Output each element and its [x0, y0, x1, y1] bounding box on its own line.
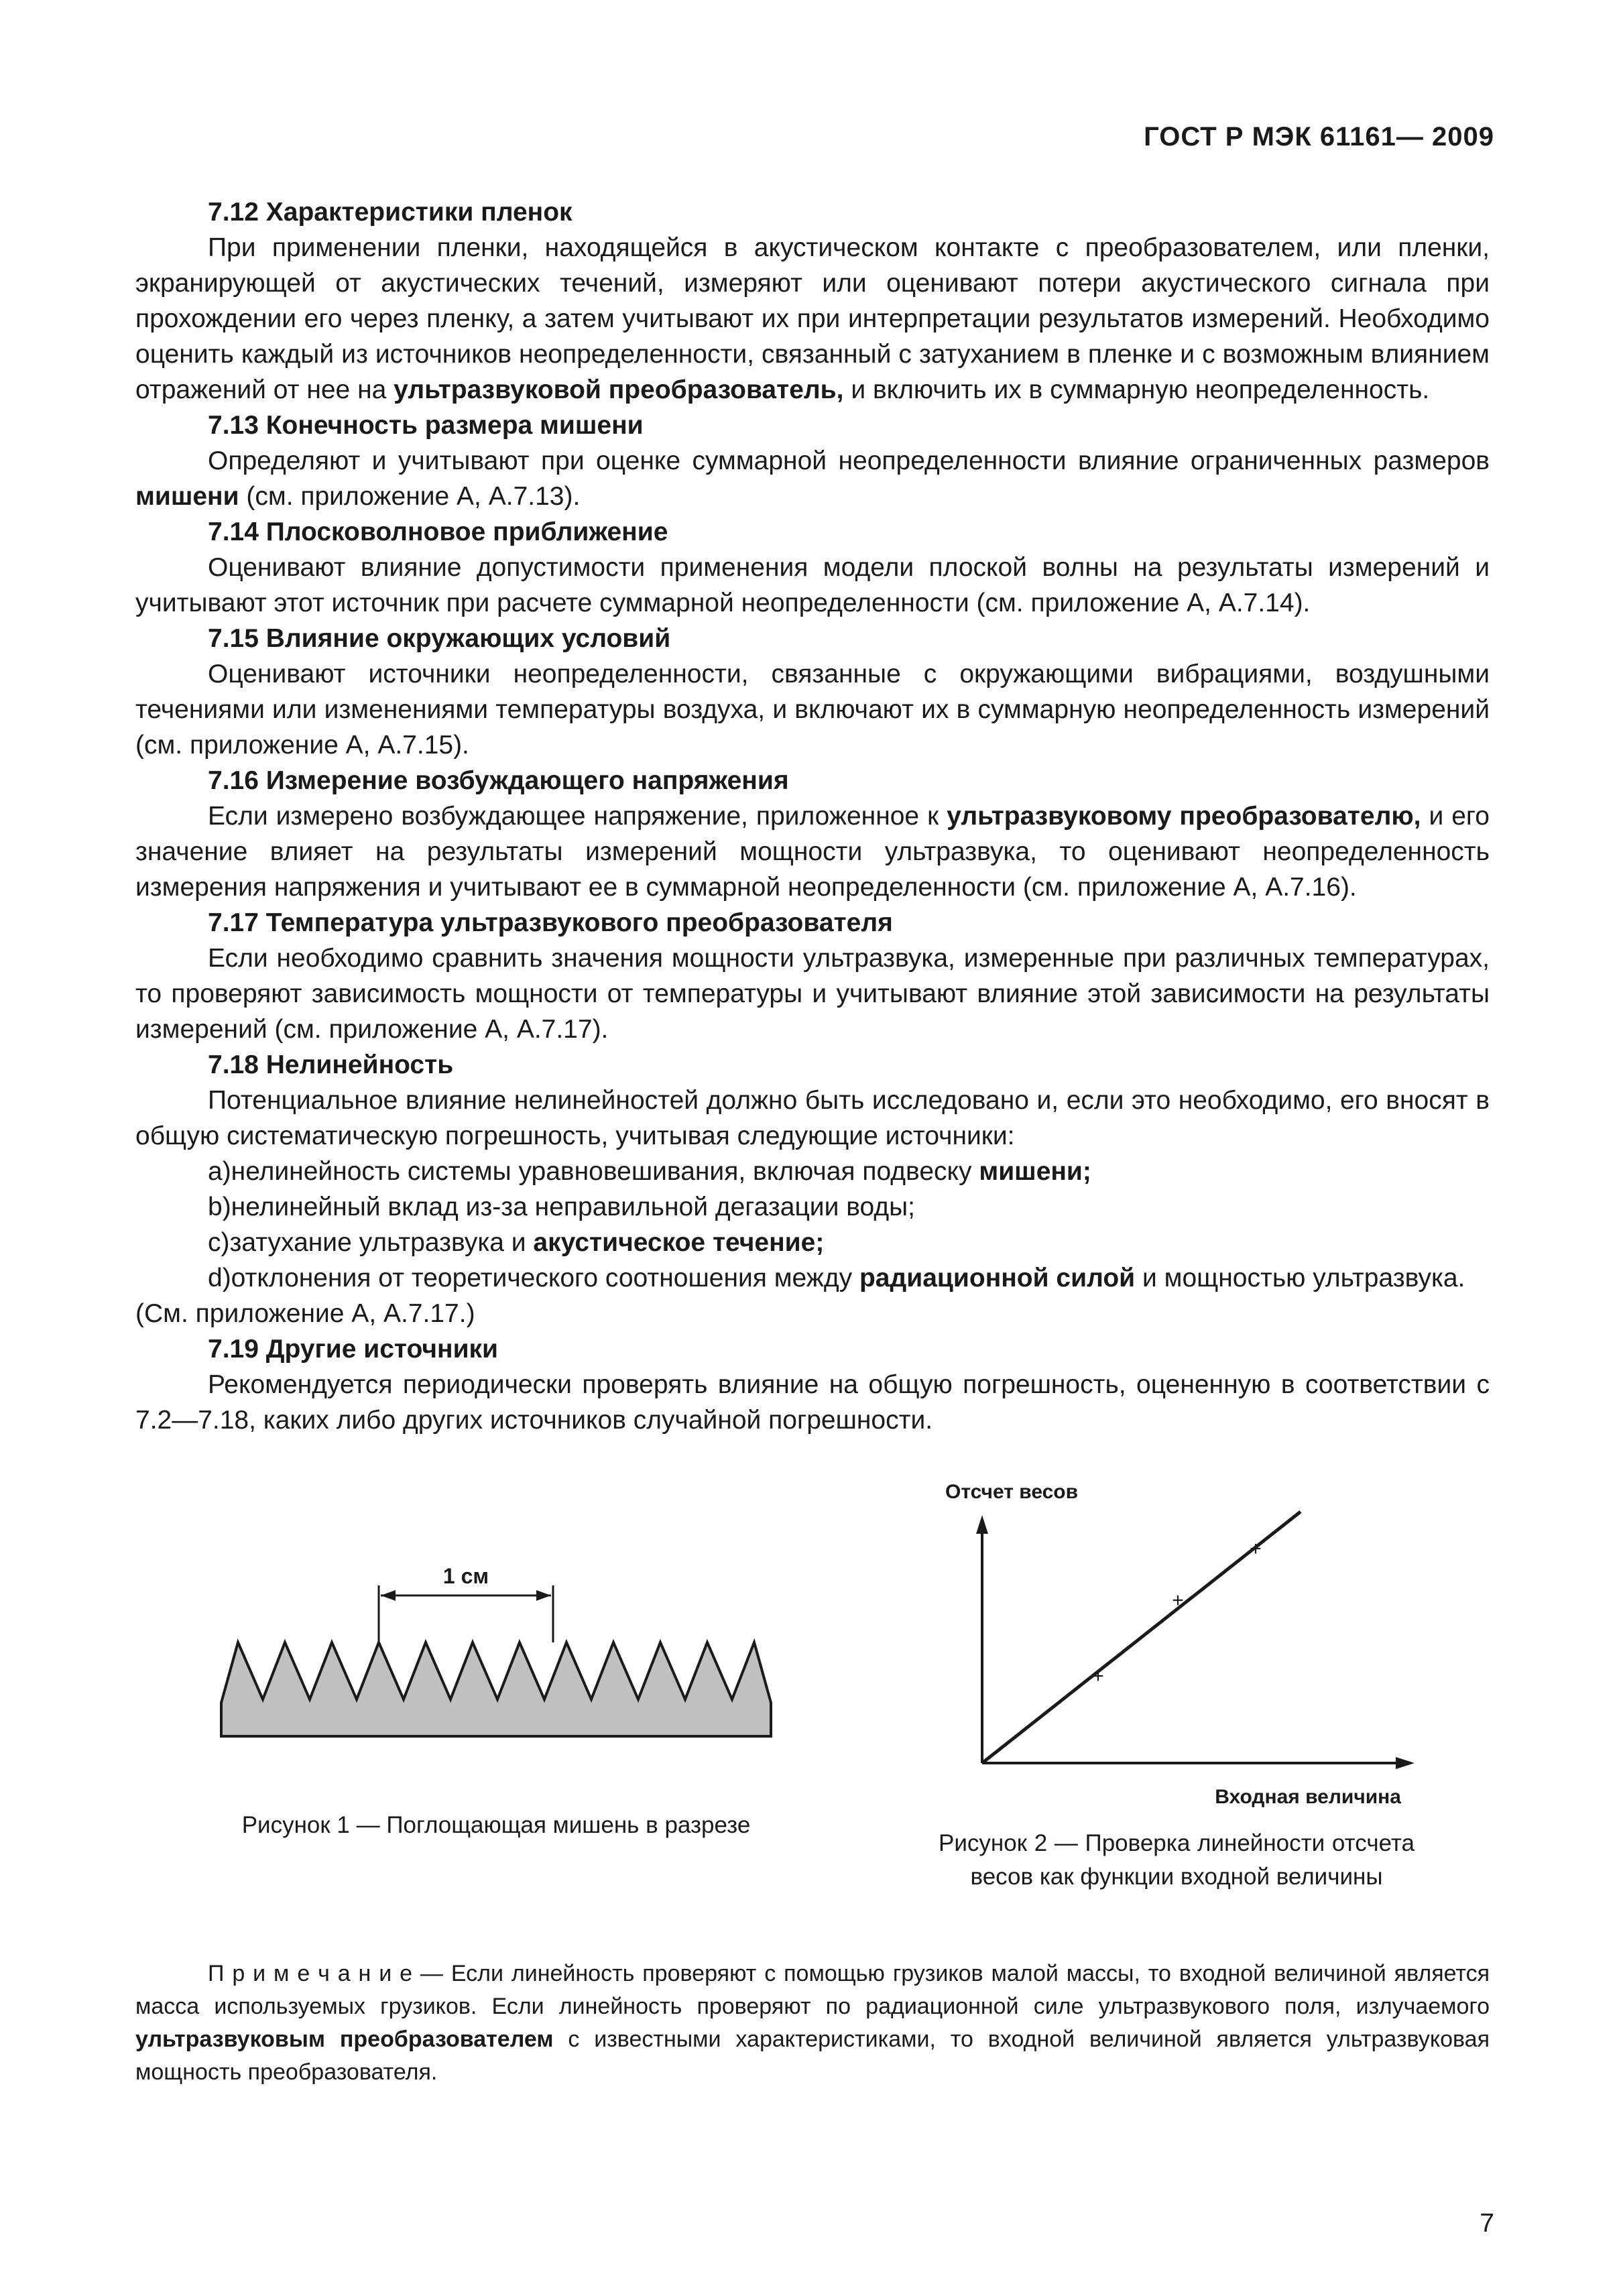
section-title: 7.19 Другие источники: [208, 1335, 499, 1364]
text-run: и его значение влияет на результаты измерений мощности ультразвука, то оценивают неопределенность измерения напряжения и учитывают ее в суммарной неопределенности (см. приложение А, А.7.16).: [135, 802, 1490, 902]
bold-term: мишени: [135, 482, 239, 511]
x-axis-label: Входная величина: [1215, 1786, 1401, 1808]
text-run: При применении пленки, находящейся в акустическом контакте с преобразователем, или пленки, экранирующей от акустических течений, измеряют или оценивают потери акустического сигнала при прохождении его через пленку, а затем учитывают их при интерпретации результатов измерений. Необходимо оценить каждый из источников неопределенности, связанный с затуханием в пленке и с возможным влиянием отражений от нее на: [135, 233, 1490, 404]
data-point-marker: +: [1172, 1589, 1184, 1612]
bold-term: ультразвуковой преобразователь,: [394, 375, 844, 404]
dimension-label: 1 см: [442, 1564, 489, 1588]
document-header: ГОСТ Р МЭК 61161— 2009: [1144, 122, 1494, 152]
text-run: Если линейность проверяют с помощью грузиков малой массы, то входной величиной является масса используемых грузиков. Если линейность проверяют по радиационной силе ультразвукового поля, излучаемого: [135, 1961, 1490, 2019]
bold-term: ультразвуковым преобразователем: [135, 2027, 554, 2052]
section-text: Оценивают влияние допустимости применения модели плоской волны на результаты измерений и учитывают этот источник при расчете суммарной неопределенности (см. приложение А, А.7.14).: [135, 553, 1490, 617]
text-run: с)затухание ультразвука и: [208, 1228, 526, 1257]
bold-term: акустическое течение;: [533, 1228, 825, 1257]
list-item: [135, 1225, 1490, 1260]
section-text: [135, 443, 1490, 514]
text-run: и мощностью ультразвука.: [1142, 1264, 1465, 1292]
section-7-18: [135, 1047, 1490, 1331]
text-run: с известными характеристиками, то входной величиной является ультразвуковая мощность преобразователя.: [135, 2027, 1490, 2085]
section-7-15: [135, 621, 1490, 763]
section-7-12: [135, 194, 1490, 408]
see-reference: (См. приложение А, А.7.17.): [135, 1299, 475, 1328]
section-title: 7.15 Влияние окружающих условий: [208, 624, 671, 653]
note: [135, 1957, 1490, 2089]
section-7-13: [135, 408, 1490, 514]
dimension-arrow-right: [536, 1590, 551, 1601]
target-cross-section: [221, 1642, 771, 1736]
y-axis-arrow: [976, 1515, 988, 1534]
text-run: (см. приложение А, А.7.13).: [246, 482, 581, 511]
section-7-19: [135, 1331, 1490, 1438]
section-title: 7.13 Конечность размера мишени: [208, 411, 644, 440]
section-text: Потенциальное влияние нелинейностей должно быть исследовано и, если это необходимо, его вносят в общую систематическую погрешность, учитывая следующие источники:: [135, 1086, 1490, 1150]
list-item: [135, 1154, 1490, 1189]
list-item: [135, 1260, 1490, 1296]
section-title: 7.18 Нелинейность: [208, 1050, 454, 1079]
x-axis-arrow: [1396, 1757, 1415, 1769]
bold-term: радиационной силой: [859, 1264, 1136, 1292]
document-body: [135, 194, 1490, 1438]
data-point-marker: +: [1250, 1538, 1262, 1560]
text-run: b)нелинейный вклад из-за неправильной дегазации воды;: [208, 1193, 915, 1221]
text-run: а)нелинейность системы уравновешивания, включая подвеску: [208, 1157, 972, 1186]
y-axis-label: Отсчет весов: [945, 1481, 1079, 1503]
note-label: П р и м е ч а н и е —: [208, 1961, 443, 1986]
text-run: Определяют и учитывают при оценке суммарной неопределенности влияние ограниченных размеров: [208, 446, 1490, 475]
section-7-16: [135, 763, 1490, 905]
section-text: [135, 798, 1490, 905]
bold-term: мишени;: [979, 1157, 1091, 1186]
section-text: Рекомендуется периодически проверять влияние на общую погрешность, оцененную в соответствии с 7.2—7.18, каких либо других источников случайной погрешности.: [135, 1370, 1490, 1435]
section-text: [135, 230, 1490, 408]
section-text: Если необходимо сравнить значения мощности ультразвука, измеренные при различных температурах, то проверяют зависимость мощности от температуры и учитывают влияние этой зависимости на результаты измерений (см. приложение А, А.7.17).: [135, 944, 1490, 1044]
section-text: Оценивают источники неопределенности, связанные с окружающими вибрациями, воздушными течениями или изменениями температуры воздуха, и включают их в суммарную неопределенность измерений (см. приложение А, А.7.15).: [135, 660, 1490, 760]
bold-term: ультразвуковому преобразователю,: [947, 802, 1421, 831]
figure-2-linearity-plot: [912, 1475, 1448, 1823]
section-title: 7.12 Характеристики пленок: [208, 198, 573, 227]
section-title: 7.14 Плосковолновое приближение: [208, 518, 668, 546]
figure-2-caption: Рисунок 2 — Проверка линейности отсчета весов как функции входной величины: [939, 1830, 1415, 1890]
section-7-14: [135, 514, 1490, 621]
figure-1-absorbing-target: [201, 1555, 791, 1797]
text-run: и включить их в суммарную неопределенность.: [851, 375, 1430, 404]
data-point-marker: +: [1092, 1665, 1104, 1687]
section-7-17: [135, 905, 1490, 1047]
list-item: [135, 1189, 1490, 1225]
dimension-arrow-left: [381, 1590, 396, 1601]
text-run: Если измерено возбуждающее напряжение, приложенное к: [208, 802, 939, 831]
section-title: 7.17 Температура ультразвукового преобразователя: [208, 908, 893, 937]
figure-1-caption: Рисунок 1 — Поглощающая мишень в разрезе: [241, 1812, 751, 1838]
text-run: d)отклонения от теоретического соотношения между: [208, 1264, 853, 1292]
note-text: [135, 1957, 1490, 2089]
page-number: 7: [1480, 2209, 1494, 2238]
section-title: 7.16 Измерение возбуждающего напряжения: [208, 766, 789, 795]
